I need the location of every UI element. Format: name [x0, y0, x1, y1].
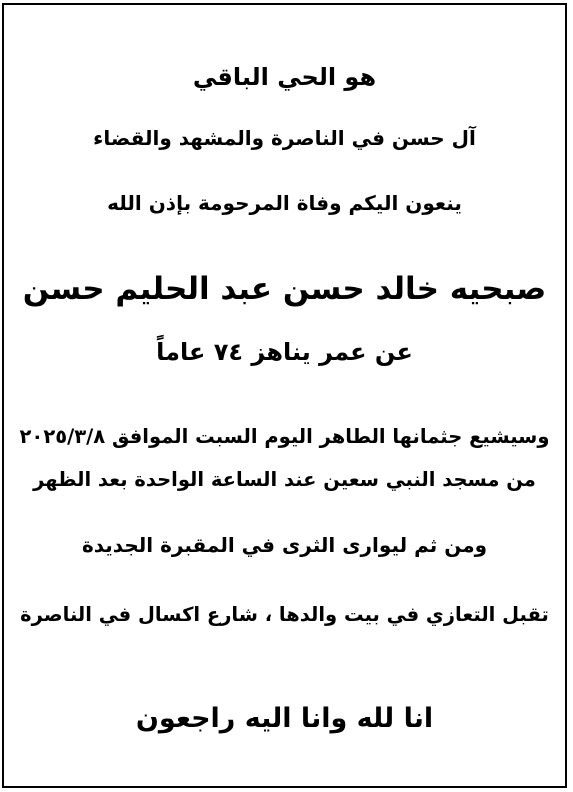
closing-verse: انا لله وانا اليه راجعون: [135, 703, 434, 734]
opening-text: هو الحي الباقي: [192, 63, 377, 91]
deceased-name: صبحيه خالد حسن عبد الحليم حسن: [22, 271, 547, 307]
age-text: عن عمر يناهز ٧٤ عاماً: [156, 338, 413, 366]
burial-text: ومن ثم ليوارى الثرى في المقبرة الجديدة: [81, 533, 488, 557]
funeral-date-text: وسيشيع جثمانها الطاهر اليوم السبت الموافق ٢٠٢٥/٣/٨: [19, 425, 550, 448]
family-text: آل حسن في الناصرة والمشهد والقضاء: [93, 126, 476, 150]
condolences-text: تقبل التعازي في بيت والدها ، شارع اكسال في الناصرة: [20, 603, 549, 626]
announcement-text: ينعون اليكم وفاة المرحومة بإذن الله: [107, 191, 462, 215]
notice-frame: [2, 3, 567, 788]
funeral-location-text: من مسجد النبي سعين عند الساعة الواحدة بعد الظهر: [33, 468, 536, 491]
